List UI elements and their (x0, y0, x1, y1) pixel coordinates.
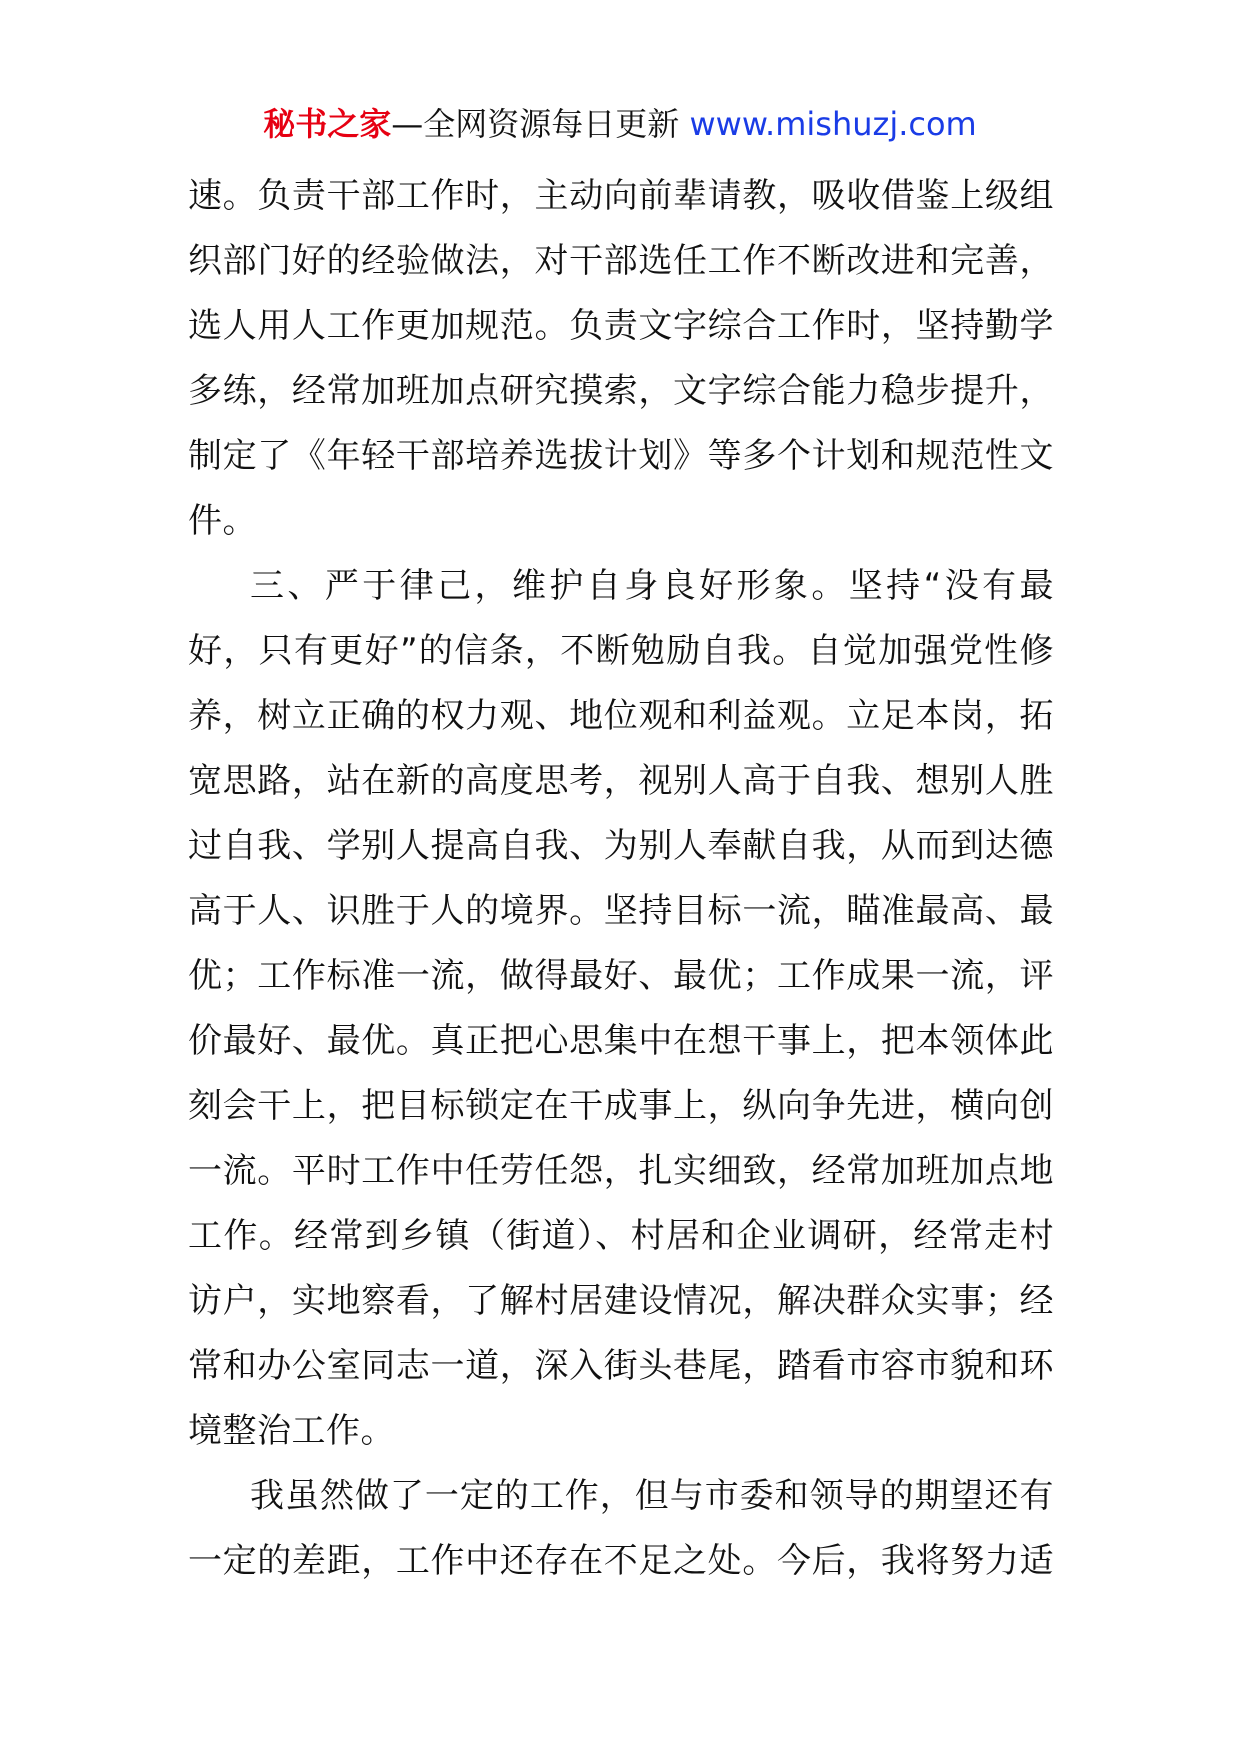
paragraph-3 (188, 1464, 1054, 1594)
text-line: 织部门好的经验做法，对干部选任工作不断改进和完善， (188, 241, 1054, 281)
text-line: 速。负责干部工作时，主动向前辈请教，吸收借鉴上级组 (188, 176, 1054, 216)
text-line: 选人用人工作更加规范。负责文字综合工作时，坚持勤学 (188, 306, 1054, 346)
text-line: 价最好、最优。真正把心思集中在想干事上，把本领体此 (188, 1021, 1054, 1061)
text-line: 我虽然做了一定的工作，但与市委和领导的期望还有 (250, 1476, 1054, 1516)
text-line: 访户，实地察看，了解村居建设情况，解决群众实事；经 (188, 1281, 1054, 1321)
text-line: 一定的差距，工作中还存在不足之处。今后，我将努力适 (188, 1541, 1054, 1581)
text-line: 一流。平时工作中任劳任怨，扎实细致，经常加班加点地 (188, 1151, 1054, 1191)
paragraph-1 (188, 164, 1054, 554)
header-url-link[interactable]: www.mishuzj.com (689, 105, 977, 143)
text-line: 优；工作标准一流，做得最好、最优；工作成果一流，评 (188, 956, 1054, 996)
text-line: 养，树立正确的权力观、地位观和利益观。立足本岗，拓 (188, 696, 1054, 736)
paragraph-2 (188, 554, 1054, 1464)
text-line: 刻会干上，把目标锁定在干成事上，纵向争先进，横向创 (188, 1086, 1054, 1126)
page-header (0, 100, 1240, 148)
text-line: 常和办公室同志一道，深入街头巷尾，踏看市容市貌和环 (188, 1346, 1054, 1386)
text-line: 过自我、学别人提高自我、为别人奉献自我，从而到达德 (188, 826, 1054, 866)
text-line: 件。 (188, 501, 257, 541)
text-line: 三、严于律己，维护自身良好形象。坚持“没有最 (250, 566, 1054, 606)
text-line: 高于人、识胜于人的境界。坚持目标一流，瞄准最高、最 (188, 891, 1054, 931)
text-line: 好，只有更好”的信条，不断勉励自我。自觉加强党性修 (188, 631, 1054, 671)
text-line: 工作。经常到乡镇（街道）、村居和企业调研，经常走村 (188, 1216, 1054, 1256)
header-brand: 秘书之家 (263, 105, 392, 143)
header-slogan: —全网资源每日更新 (391, 105, 680, 143)
text-line: 宽思路，站在新的高度思考，视别人高于自我、想别人胜 (188, 761, 1054, 801)
document-body (188, 164, 1054, 1594)
text-line: 制定了《年轻干部培养选拔计划》等多个计划和规范性文 (188, 436, 1054, 476)
text-line: 境整治工作。 (188, 1411, 395, 1451)
text-line: 多练，经常加班加点研究摸索，文字综合能力稳步提升， (188, 371, 1054, 411)
